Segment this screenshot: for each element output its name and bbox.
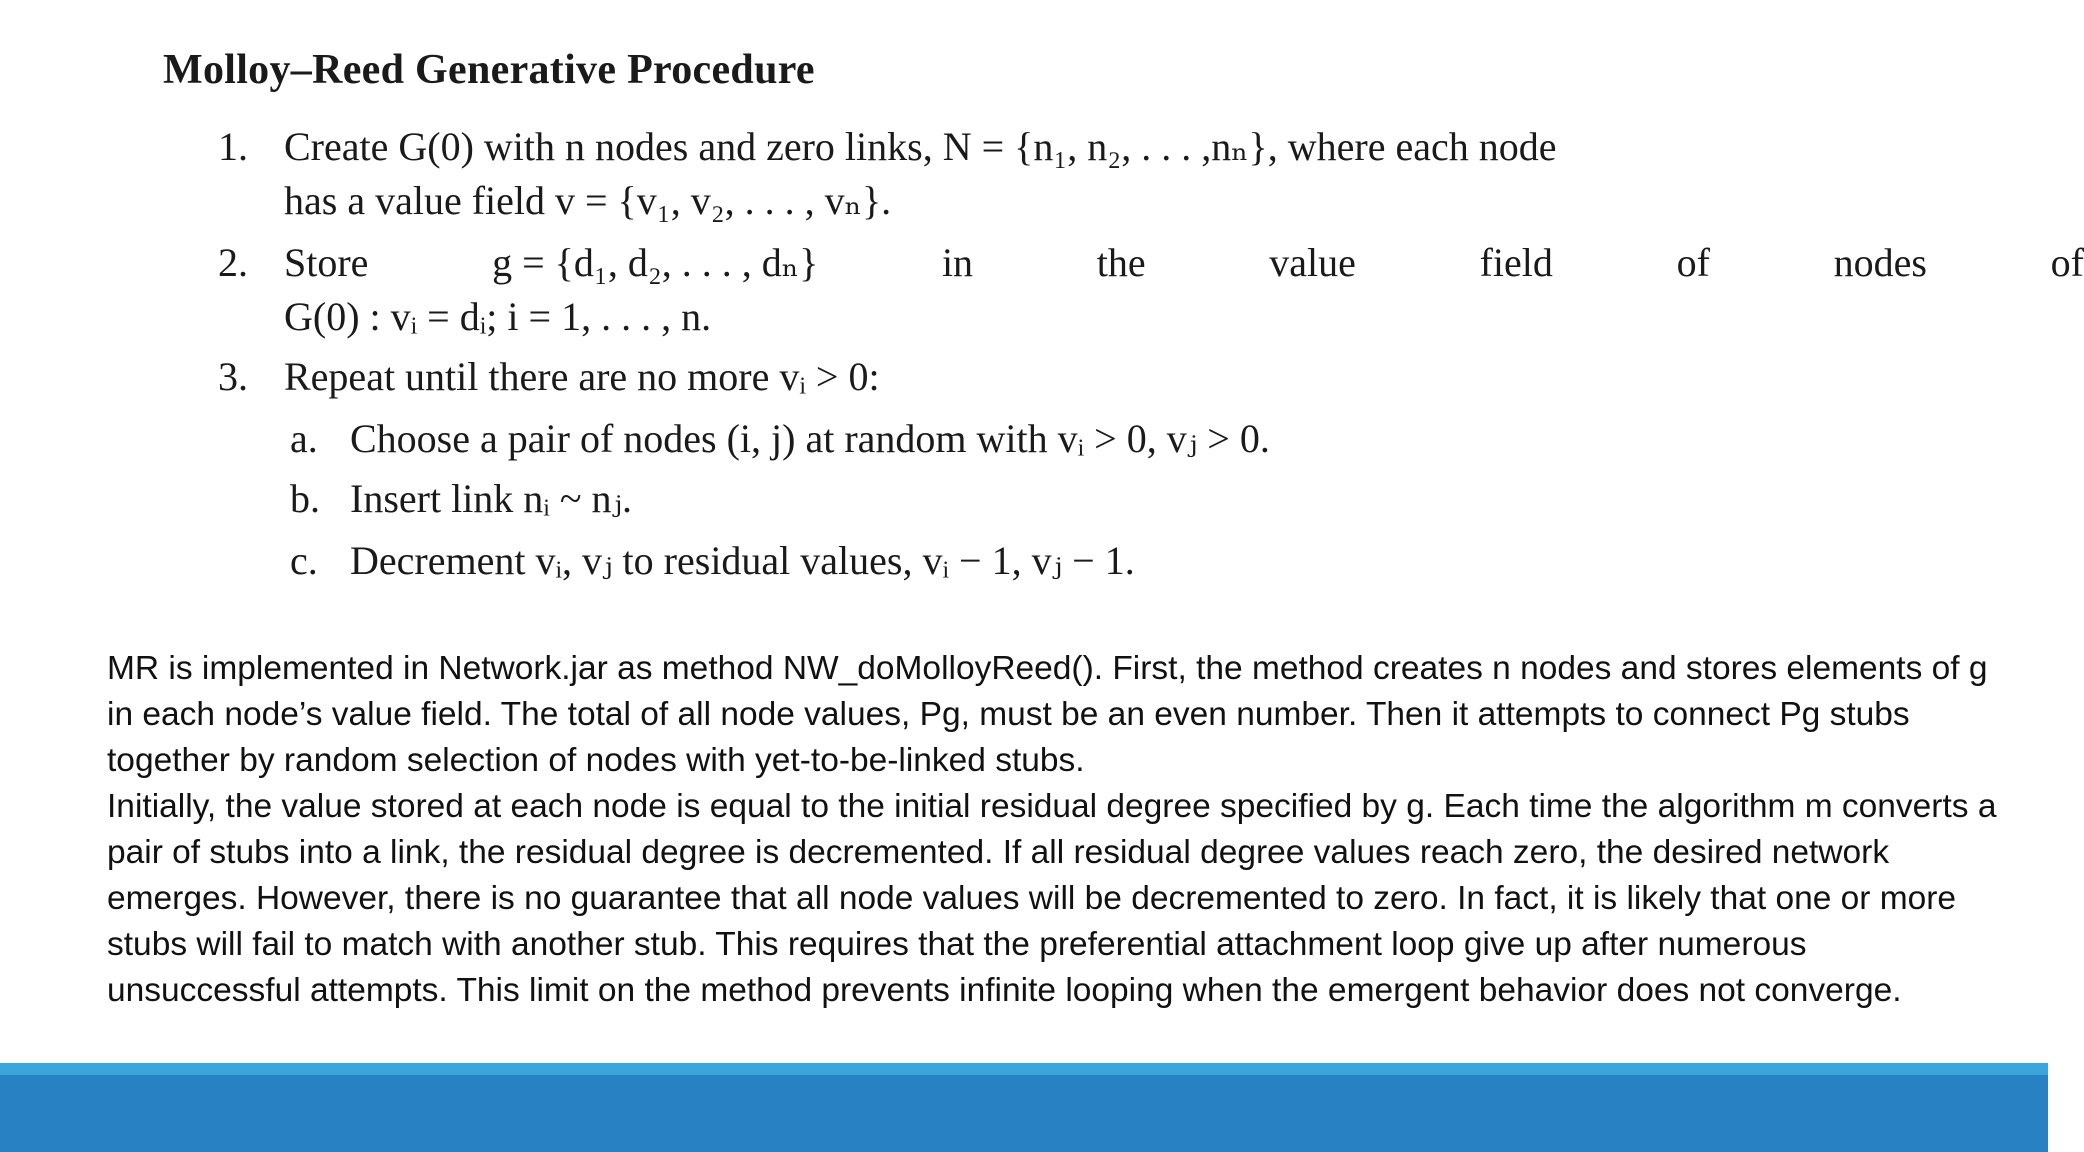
step-line: G(0) : vᵢ = dᵢ; i = 1, . . . , n.: [284, 294, 712, 339]
substep-letter: c.: [290, 538, 318, 583]
substep-letter: b.: [290, 476, 320, 521]
footer-band-light: [0, 1063, 2048, 1075]
step-word: nodes: [1833, 240, 1927, 285]
step-word: g = {d₁, d₂, . . . , dₙ}: [492, 240, 819, 285]
substep-text: Insert link nᵢ ~ nⱼ.: [350, 476, 633, 521]
step-number: 2.: [218, 240, 248, 285]
step-word: of: [1676, 240, 1710, 285]
description-text: [107, 646, 2007, 1014]
step-line: Create G(0) with n nodes and zero links, N = {n₁, n₂, . . . ,nₙ}, where each node: [284, 124, 1557, 169]
step-line: [284, 236, 2084, 290]
step-word: field: [1479, 240, 1553, 285]
substep-text: Decrement vᵢ, vⱼ to residual values, vᵢ − 1, vⱼ − 1.: [350, 538, 1135, 583]
step-number: 3.: [218, 354, 248, 399]
step-word: Store: [284, 240, 369, 285]
footer-band-dark: [0, 1075, 2048, 1152]
step-number: 1.: [218, 124, 248, 169]
step-line: Repeat until there are no more vᵢ > 0:: [284, 354, 880, 399]
step-word: value: [1269, 240, 1356, 285]
step-word: the: [1096, 240, 1146, 285]
algorithm-title: Molloy–Reed Generative Procedure: [163, 47, 815, 93]
step-word: of: [2050, 240, 2084, 285]
substep-text: Choose a pair of nodes (i, j) at random with vᵢ > 0, vⱼ > 0.: [350, 416, 1270, 461]
step-word: in: [941, 240, 974, 285]
description-paragraph-1: MR is implemented in Network.jar as method NW_doMolloyReed(). First, the method creates n nodes and stores elements of g in each node’s value field. The total of all node values, Pg, must be an even number. Then it attempts to connect Pg stubs together by random selection of nodes with yet-to-be-linked stubs.: [107, 650, 1988, 779]
step-line: has a value field v = {v₁, v₂, . . . , vₙ}.: [284, 178, 892, 223]
description-paragraph-2: Initially, the value stored at each node is equal to the initial residual degree specified by g. Each time the algorithm m converts a pair of stubs into a link, the residual degree is decremented. If all residual degree values reach zero, the desired network emerges. However, there is no guarantee that all node values will be decremented to zero. In fact, it is likely that one or more stubs will fail to match with another stub. This requires that the preferential attachment loop give up after numerous unsuccessful attempts. This limit on the method prevents infinite looping when the emergent behavior does not converge.: [107, 788, 1997, 1009]
substep-letter: a.: [290, 416, 318, 461]
